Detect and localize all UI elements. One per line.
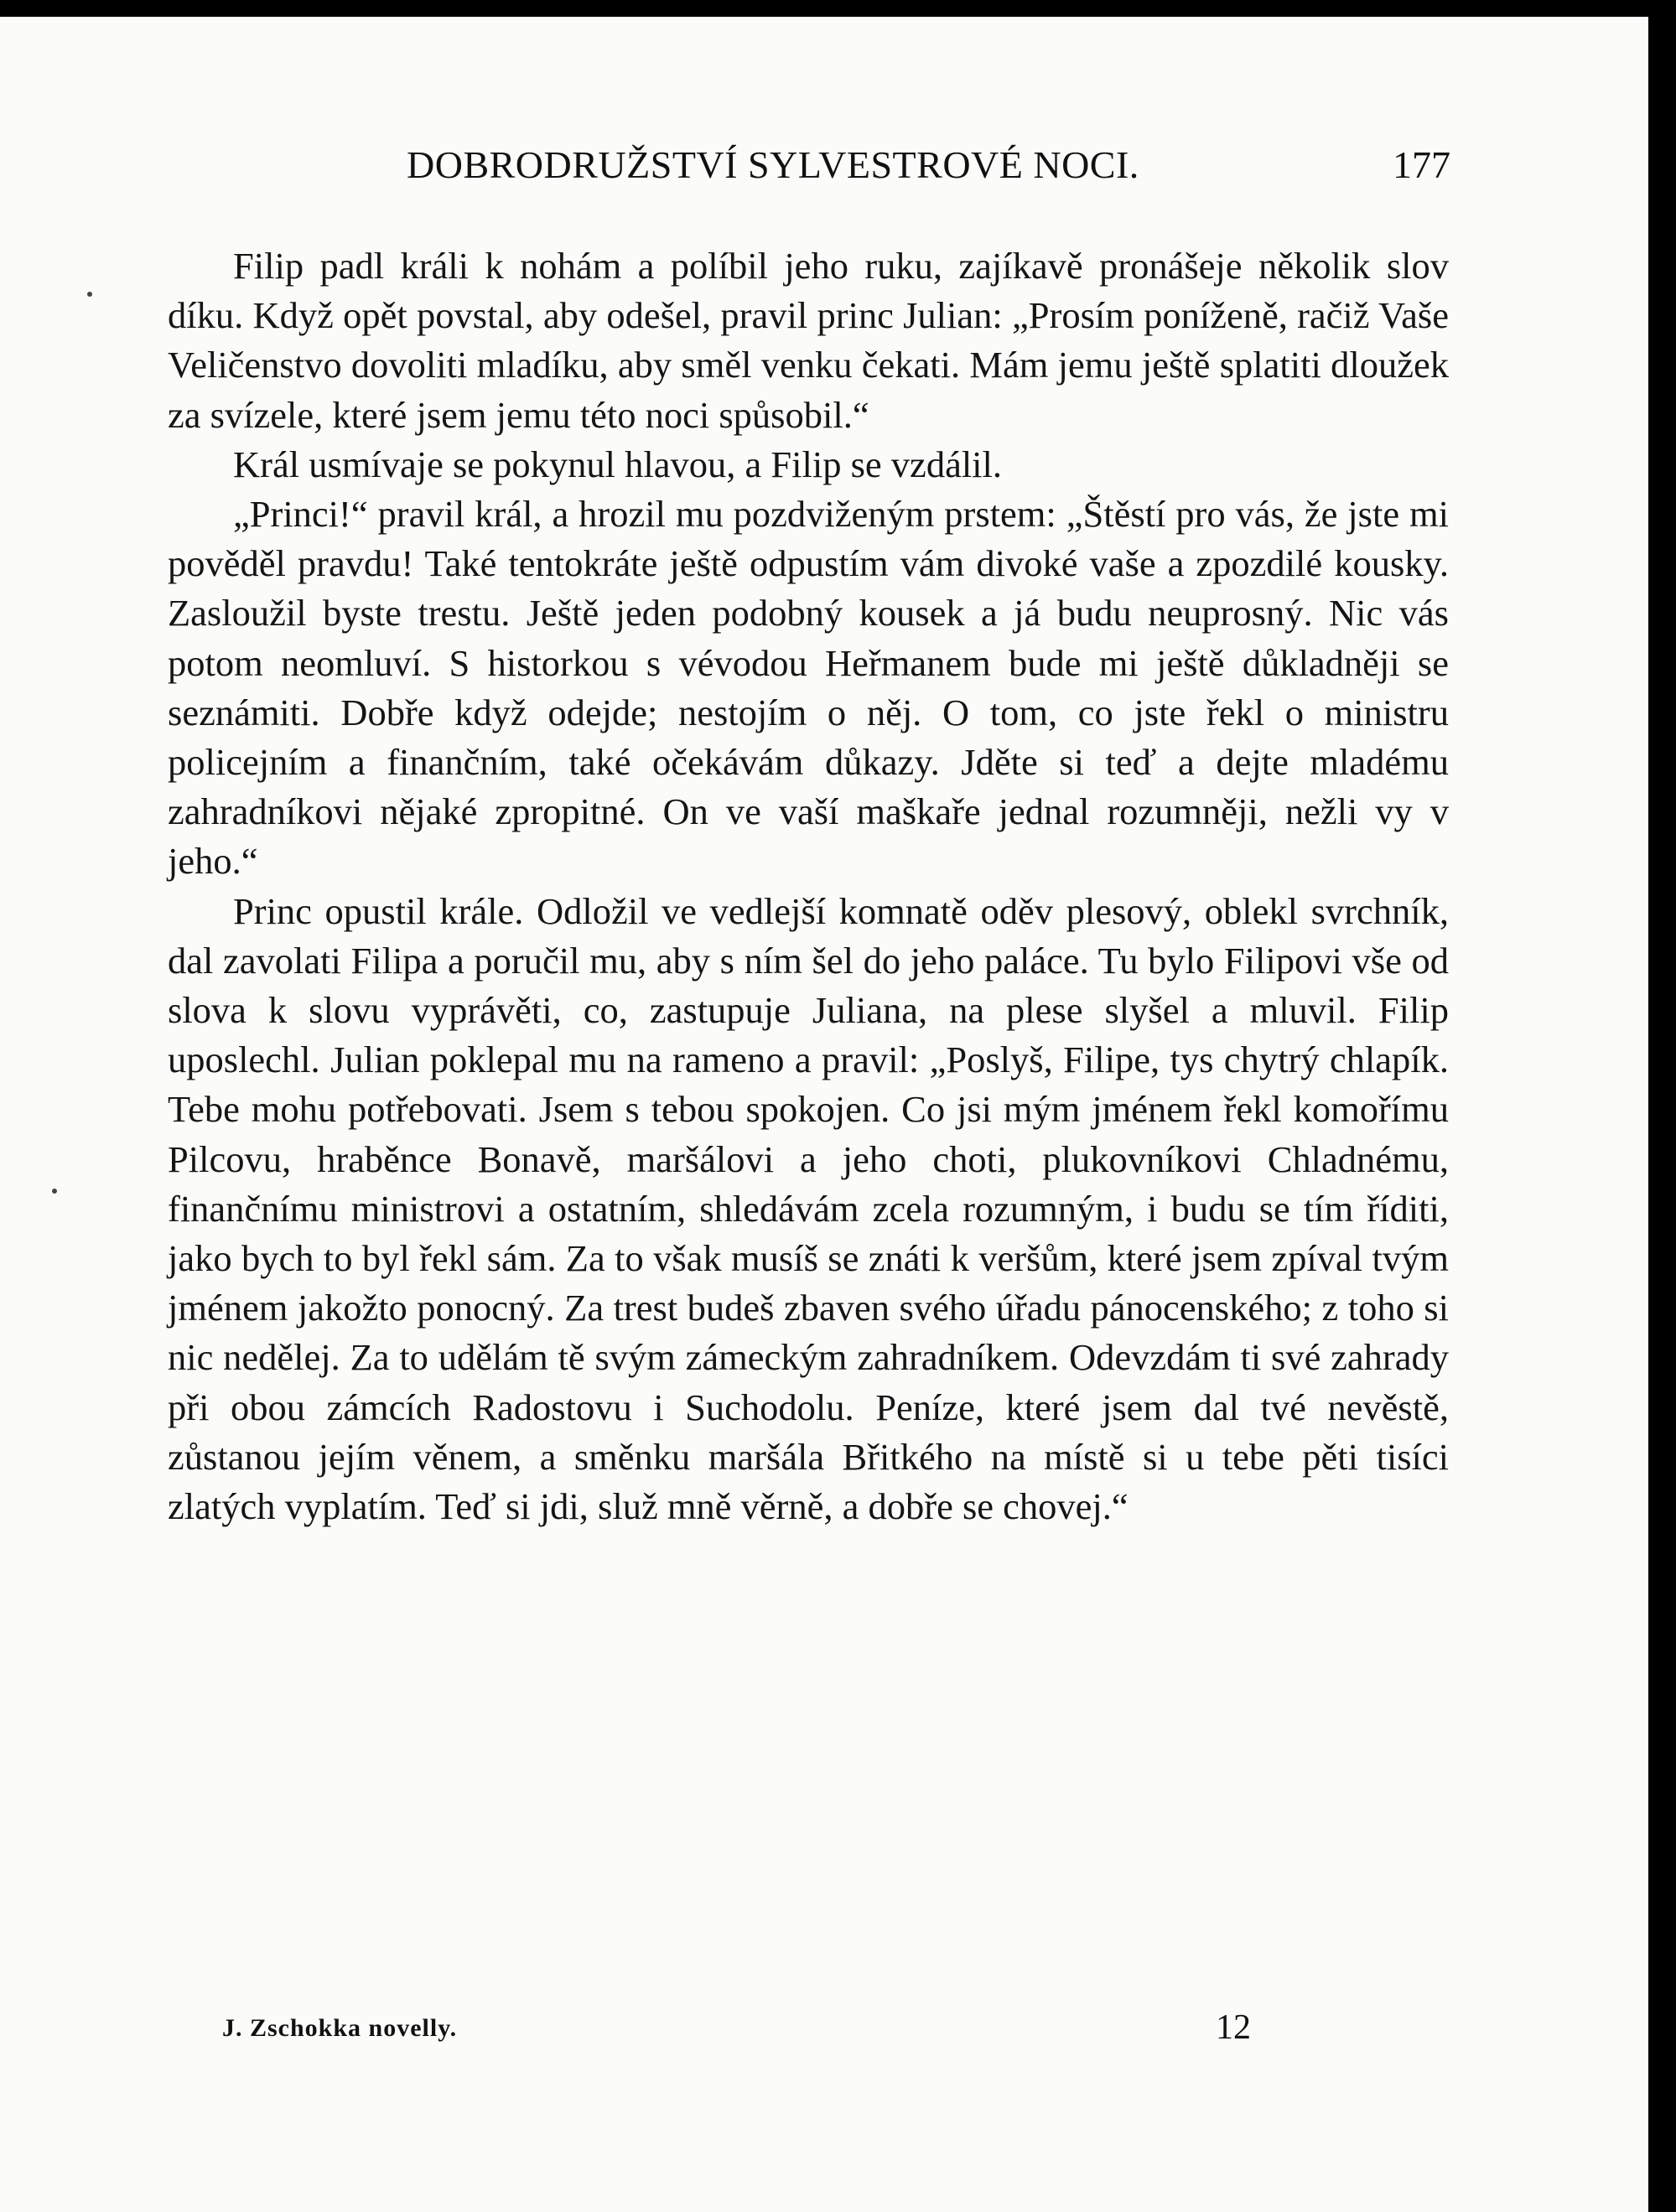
paragraph: Princ opustil krále. Odložil ve vedlejší komnatě oděv plesový, oblekl svrchník, dal zavolati Filipa a poručil mu, aby s ním šel do jeho paláce. Tu bylo Filipovi vše od slova k slovu vyprávěti, co, zastupuje Juliana, na plese slyšel a mluvil. Filip uposlechl. Julian poklepal mu na rameno a pravil: „Poslyš, Filipe, tys chytrý chlapík. Tebe mohu potřebovati. Jsem s tebou spokojen. Co jsi mým jménem řekl komořímu Pilcovu, hraběnce Bonavě, maršálovi a jeho choti, plukovníkovi Chladnému, finančnímu ministrovi a ostatním, shledávám zcela rozumným, i budu se tím říditi, jako bych to byl řekl sám. Za to však musíš se znáti k veršům, které jsem zpíval tvým jménem jakožto ponocný. Za trest budeš zbaven svého úřadu pánocenského; z toho si nic nedělej. Za to udělám tě svým zámeckým zahradníkem. Odevzdám ti své zahrady při obou zámcích Radostovu i Suchodolu. Peníze, které jsem dal tvé nevěstě, zůstanou jejím věnem, a směnku maršála Břitkého na místě si u tebe pěti tisíci zlatých vyplatím. Teď si jdi, služ mně věrně, a dobře se chovej.“ xyxy=(168,889,1449,1528)
paragraph: Filip padl králi k nohám a políbil jeho ruku, zajíkavě pronášeje několik slov díku. Když opět povstal, aby odešel, pravil princ Julian: „Prosím poníženě, račiž Vaše Veličenstvo dovoliti mladíku, aby směl venku čekati. Mám jemu ještě splatiti dloužek za svízele, které jsem jemu této noci spůsobil.“ xyxy=(168,245,1449,436)
ink-speck xyxy=(52,1189,57,1194)
page-footer xyxy=(168,2007,1258,2058)
book-page xyxy=(0,17,1648,2212)
paragraph: Král usmívaje se pokynul hlavou, a Filip se vzdálil. xyxy=(233,443,1003,485)
sheet-number: 12 xyxy=(1216,2008,1251,2047)
page-number: 177 xyxy=(1393,143,1450,186)
printer-signature: J. Zschokka novelly. xyxy=(222,2014,458,2042)
ink-speck xyxy=(87,292,92,297)
body-text xyxy=(168,241,1449,1531)
page-header xyxy=(168,134,1450,201)
running-title: DOBRODRUŽSTVÍ SYLVESTROVÉ NOCI. xyxy=(407,143,1139,186)
paragraph: „Princi!“ pravil král, a hrozil mu pozdviženým prstem: „Štěstí pro vás, že jste mi pověděl pravdu! Také tentokráte ještě odpustím vám divoké vaše a zpozdilé kousky. Zasloužil byste trestu. Ještě jeden podobný kousek a já budu neuprosný. Nic vás potom neomluví. S historkou s vévodou Heřmanem bude mi ještě důkladněji se seznámiti. Dobře když odejde; nestojím o něj. O tom, co jste řekl o ministru policejním a finančním, také očekávám důkazy. Jděte si teď a dejte mladému zahradníkovi nějaké zpropitné. On ve vaší maškaře jednal rozumněji, nežli vy v jeho.“ xyxy=(168,493,1449,883)
